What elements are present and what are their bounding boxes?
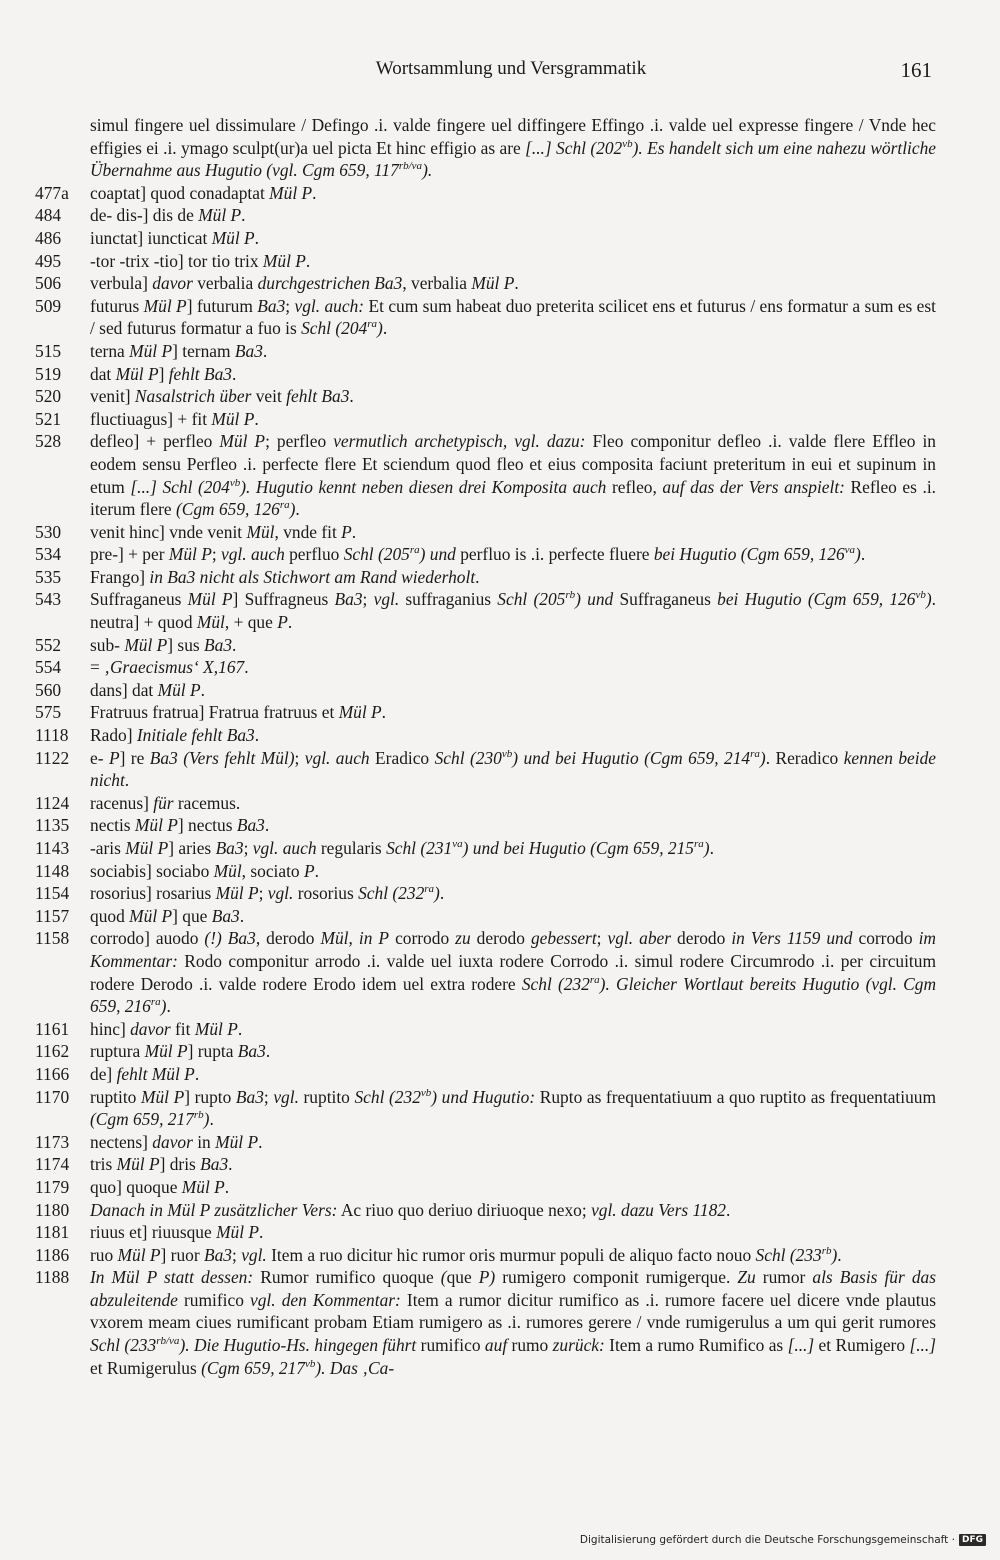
apparatus-entry — [0, 272, 936, 295]
apparatus-text: rosorius] rosarius Mül P; vgl. rosorius Schl $(232^{ra})$. — [90, 883, 445, 904]
apparatus-text: dat Mül P] fehlt Ba3. — [90, 363, 237, 384]
apparatus-entry — [0, 204, 936, 227]
verse-number: 1186 — [35, 1244, 70, 1265]
verse-number: 554 — [35, 657, 62, 678]
apparatus-text: hinc] davor fit Mül P. — [90, 1018, 243, 1039]
funding-notice: Digitalisierung gefördert durch die Deutsche Forschungsgemeinschaft · — [579, 1534, 955, 1546]
apparatus-entry — [0, 679, 936, 702]
page-number: 161 — [900, 58, 932, 82]
apparatus-text: sociabis] sociabo Mül, sociato P. — [90, 860, 319, 881]
apparatus-entry — [0, 792, 936, 815]
apparatus-text: ruptura Mül P] rupta Ba3. — [90, 1041, 271, 1062]
apparatus-text: = ‚Graecismus‘ X,167. — [90, 657, 249, 678]
apparatus-text: iunctat] iuncticat Mül P. — [90, 227, 260, 248]
apparatus-entry — [0, 724, 936, 747]
apparatus-text: e- P] re Ba3 (Vers fehlt Mül); vgl. auch Eradico Schl $(230^{vb})$ und bei Hugutio (Cgm 659, $214^{ra}$). Reradico kennen beide nicht. — [90, 747, 937, 791]
apparatus-text: venit hinc] vnde venit Mül, vnde fit P. — [90, 521, 357, 542]
verse-number: 1179 — [35, 1176, 70, 1197]
apparatus-text: quo] quoque Mül P. — [90, 1176, 230, 1197]
verse-number: 1162 — [35, 1041, 70, 1062]
apparatus-entry — [0, 1063, 936, 1086]
verse-number: 1166 — [35, 1063, 70, 1084]
apparatus-entry — [0, 1040, 936, 1063]
apparatus-text: In Mül P statt dessen: Rumor rumifico quoque (que P) rumigero componit rumigerque. Zu rumor als Basis für das abzuleitende rumifico vgl. den Kommentar: Item a rumor dicitur rumifico as .i. rumore facere uel dicere vnde plautus vxorem meam ciues rumificant probam Etiam rumigero as .i. rumores gerere / vnde rumigerulus a um qui gerit rumores Schl $(233^{rb/va})$. Die Hugutio-Hs. hingegen führt rumifico auf rumo zurück: Item a rumo Rumifico as [...] et Rumigero [...] et Rumigerulus (Cgm 659, $217^{vb}$). Das ‚Ca- — [90, 1267, 937, 1378]
apparatus-text: ruo Mül P] ruor Ba3; vgl. Item a ruo dicitur hic rumor oris murmur populi de aliquo facto nouo Schl $(233^{rb})$. — [90, 1244, 842, 1265]
apparatus-entry — [0, 1244, 936, 1267]
apparatus-entry — [0, 656, 936, 679]
verse-number: 552 — [35, 634, 62, 655]
verse-number: 1124 — [35, 792, 70, 813]
apparatus-entry — [0, 1131, 936, 1154]
apparatus-text: terna Mül P] ternam Ba3. — [90, 340, 268, 361]
apparatus-entry — [0, 385, 936, 408]
verse-number: 560 — [35, 679, 62, 700]
apparatus-entry — [0, 543, 936, 566]
apparatus-text: futurus Mül P] futurum Ba3; vgl. auch: Et cum sum habeat duo preterita scilicet ens et futurus / ens formatur a sum es est / sed futurus formatur a fuo is Schl $(204^{ra})$. — [90, 295, 937, 339]
apparatus-text: fluctiuagus] + fit Mül P. — [90, 408, 259, 429]
apparatus-entry — [0, 1086, 936, 1131]
apparatus-entry — [0, 1199, 936, 1222]
verse-number: 509 — [35, 295, 62, 316]
dfg-logo: DFG — [959, 1534, 986, 1546]
apparatus-entry — [0, 905, 936, 928]
apparatus-text: sub- Mül P] sus Ba3. — [90, 634, 237, 655]
apparatus-entry — [0, 295, 936, 340]
verse-number: 1154 — [35, 883, 70, 904]
running-head — [90, 58, 932, 88]
apparatus-text: ruptito Mül P] rupto Ba3; vgl. ruptito Schl $(232^{vb})$ und Hugutio: Rupto as frequentatiuum a quo ruptito as frequentatiuum (Cgm 659, $217^{rb}$). — [90, 1086, 937, 1130]
verse-number: 1173 — [35, 1131, 70, 1152]
verse-number: 1148 — [35, 860, 70, 881]
apparatus-entry — [0, 114, 936, 182]
apparatus-text: Rado] Initiale fehlt Ba3. — [90, 725, 260, 746]
apparatus-text: nectens] davor in Mül P. — [90, 1131, 263, 1152]
verse-number: 1143 — [35, 838, 70, 858]
verse-number: 1174 — [35, 1154, 70, 1175]
apparatus-entry — [0, 588, 936, 633]
apparatus-text: -tor -trix -tio] tor tio trix Mül P. — [90, 250, 311, 271]
apparatus-entry — [0, 1221, 936, 1244]
apparatus-text: de] fehlt Mül P. — [90, 1063, 200, 1084]
verse-number: 1158 — [35, 928, 70, 949]
apparatus-text: quod Mül P] que Ba3. — [90, 905, 245, 926]
apparatus-entry — [0, 1018, 936, 1041]
verse-number: 535 — [35, 566, 62, 587]
apparatus-text: venit] Nasalstrich über veit fehlt Ba3. — [90, 386, 354, 407]
apparatus-entry — [0, 837, 936, 860]
apparatus-entry — [0, 882, 936, 905]
verse-number: 1181 — [35, 1222, 70, 1243]
apparatus-entry — [0, 521, 936, 544]
apparatus-text: dans] dat Mül P. — [90, 679, 205, 700]
apparatus-entry — [0, 566, 936, 589]
apparatus-entry — [0, 363, 936, 386]
apparatus-text: racenus] für racemus. — [90, 792, 241, 813]
apparatus-entry — [0, 747, 936, 792]
apparatus-text: coaptat] quod conadaptat Mül P. — [90, 182, 317, 203]
footer — [580, 1534, 986, 1546]
apparatus-entry — [0, 927, 936, 1017]
apparatus-entry — [0, 701, 936, 724]
apparatus-entry — [0, 182, 936, 205]
verse-number: 530 — [35, 521, 62, 542]
apparatus-text: nectis Mül P] nectus Ba3. — [90, 815, 270, 836]
apparatus-entry — [0, 408, 936, 431]
apparatus-entry — [0, 1153, 936, 1176]
verse-number: 515 — [35, 340, 62, 361]
verse-number: 506 — [35, 273, 62, 294]
verse-number: 543 — [35, 589, 62, 610]
apparatus-entry — [0, 430, 936, 520]
verse-number: 1118 — [35, 725, 69, 746]
apparatus-text: verbula] davor verbalia durchgestrichen Ba3, verbalia Mül P. — [90, 273, 519, 294]
running-title: Wortsammlung und Versgrammatik — [375, 58, 647, 79]
apparatus-entry — [0, 1176, 936, 1199]
verse-number: 495 — [35, 250, 62, 271]
verse-number: 1161 — [35, 1018, 70, 1039]
apparatus-text: simul fingere uel dissimulare / Defingo .i. valde fingere uel diffingere Effingo .i. valde uel expresse fingere / Vnde hec effigies ei .i. ymago sculpt(ur)a uel picta Et hinc effigio as are [...] Schl $(202^{vb})$. Es handelt sich um eine nahezu wörtliche Übernahme aus Hugutio (vgl. Cgm 659, $117^{rb/va}$). — [90, 115, 937, 181]
critical-apparatus — [0, 114, 1000, 1379]
verse-number: 520 — [35, 386, 62, 407]
apparatus-text: tris Mül P] dris Ba3. — [90, 1154, 233, 1175]
verse-number: 521 — [35, 408, 62, 429]
verse-number: 519 — [35, 363, 62, 384]
apparatus-entry — [0, 634, 936, 657]
verse-number: 486 — [35, 227, 62, 248]
apparatus-entry — [0, 340, 936, 363]
verse-number: 575 — [35, 702, 62, 723]
verse-number: 1157 — [35, 905, 70, 926]
verse-number: 1188 — [35, 1267, 70, 1288]
apparatus-text: -aris Mül P] aries Ba3; vgl. auch regularis Schl $(231^{va})$ und bei Hugutio (Cgm 659, $215^{ra}$). — [90, 838, 714, 858]
verse-number: 1122 — [35, 747, 70, 768]
verse-number: 534 — [35, 544, 62, 565]
apparatus-text: pre-] + per Mül P; vgl. auch perfluo Schl $(205^{ra})$ und perfluo is .i. perfecte fluere bei Hugutio (Cgm 659, $126^{va}$). — [90, 544, 866, 565]
verse-number: 528 — [35, 431, 62, 452]
apparatus-entry — [0, 814, 936, 837]
apparatus-text: de- dis-] dis de Mül P. — [90, 205, 246, 226]
apparatus-text: Danach in Mül P zusätzlicher Vers: Ac riuo quo deriuo diriuoque nexo; vgl. dazu Vers 1182. — [90, 1199, 731, 1220]
verse-number: 1180 — [35, 1199, 70, 1220]
apparatus-entry — [0, 227, 936, 250]
apparatus-text: defleo] + perfleo Mül P; perfleo vermutlich archetypisch, vgl. dazu: Fleo componitur defleo .i. valde flere Effleo in eodem sensu Perfleo .i. perfecte flere Et sciendum quod fleo et eius composita faciunt preteritum in eui et supinum in etum [...] Schl $(204^{vb})$. Hugutio kennt neben diesen drei Komposita auch refleo, auf das der Vers anspielt: Refleo es .i. iterum flere (Cgm 659, $126^{ra}$). — [90, 431, 936, 520]
apparatus-entry — [0, 1266, 936, 1379]
apparatus-entry — [0, 860, 936, 883]
apparatus-text: Frango] in Ba3 nicht als Stichwort am Rand wiederholt. — [90, 566, 480, 587]
verse-number: 1135 — [35, 815, 70, 836]
apparatus-text: Fratruus fratrua] Fratrua fratruus et Mül P. — [90, 702, 387, 723]
verse-number: 484 — [35, 205, 62, 226]
apparatus-text: Suffraganeus Mül P] Suffragneus Ba3; vgl. suffraganius Schl $(205^{rb})$ und Suffraganeus bei Hugutio (Cgm 659, $126^{vb}$). neutra] + quod Mül, + que P. — [90, 589, 936, 633]
apparatus-entry — [0, 250, 936, 273]
apparatus-text: riuus et] riuusque Mül P. — [90, 1222, 264, 1243]
apparatus-text: corrodo] auodo (!) Ba3, derodo Mül, in P corrodo zu derodo gebessert; vgl. aber derodo in Vers 1159 und corrodo im Kommentar: Rodo componitur arrodo .i. valde uel iuxta rodere Corrodo .i. simul rodere Circumrodo .i. per circuitum rodere Derodo .i. valde rodere Erodo idem uel extra rodere Schl $(232^{ra})$. Gleicher Wortlaut bereits Hugutio (vgl. Cgm 659, $216^{ra}$). — [90, 928, 937, 1017]
verse-number: 1170 — [35, 1086, 70, 1107]
verse-number: 477a — [35, 182, 69, 203]
